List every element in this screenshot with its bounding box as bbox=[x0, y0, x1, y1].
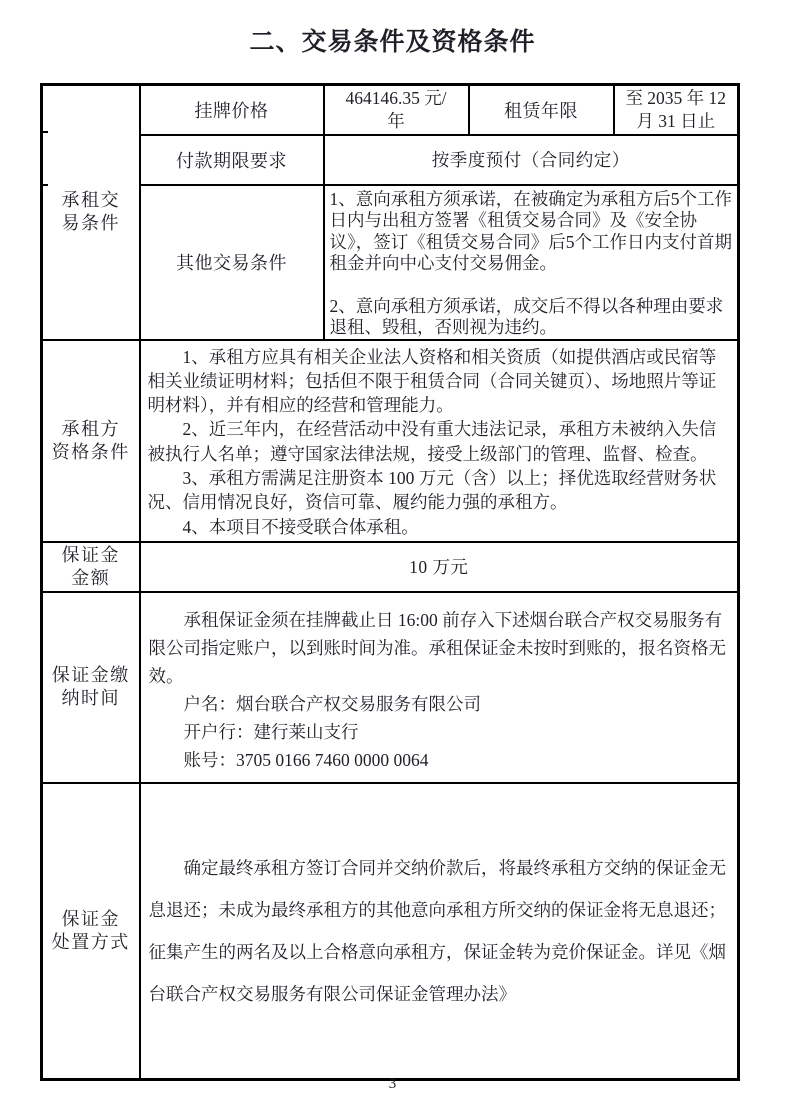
lease-term-value-text: 至 2035 年 12 月 31 日止 bbox=[625, 87, 727, 131]
listing-price-value-text: 464146.35 元/年 bbox=[345, 87, 447, 131]
page-number: 3 bbox=[388, 1076, 397, 1092]
lease-term-label: 租赁年限 bbox=[469, 85, 614, 135]
conditions-table bbox=[40, 83, 740, 1081]
section-label-transaction: 承租交 易条件 bbox=[42, 85, 140, 340]
section-label-deposit-disposal: 保证金 处置方式 bbox=[42, 783, 140, 1080]
deposit-amount-value: 10 万元 bbox=[140, 542, 739, 592]
lease-term-value bbox=[614, 85, 739, 135]
merged-cell-border-tick bbox=[43, 184, 48, 186]
deposit-disposal-content: 确定最终承租方签订合同并交纳价款后，将最终承租方交纳的保证金无息退还；未成为最终承租方的其他意向承租方所交纳的保证金将无息退还；征集产生的两名及以上合格意向承租方，保证金转为竞价保证金。详见《烟台联合产权交易服务有限公司保证金管理办法》 bbox=[140, 783, 739, 1080]
listing-price-label: 挂牌价格 bbox=[140, 85, 324, 135]
listing-price-value bbox=[324, 85, 469, 135]
section-label-deposit-payment: 保证金缴 纳时间 bbox=[42, 592, 140, 783]
other-conditions-label: 其他交易条件 bbox=[140, 185, 324, 340]
payment-term-label: 付款期限要求 bbox=[140, 135, 324, 185]
merged-cell-border-tick bbox=[43, 131, 48, 133]
page-title: 二、交易条件及资格条件 bbox=[249, 29, 536, 56]
deposit-payment-content: 承租保证金须在挂牌截止日 16:00 前存入下述烟台联合产权交易服务有限公司指定账户，以到账时间为准。承租保证金未按时到账的，报名资格无效。 户名：烟台联合产权交易服务有限公司 开户行：建行莱山支行 账号：3705 0166 7460 0000 0064 bbox=[140, 592, 739, 783]
payment-term-value: 按季度预付（合同约定） bbox=[324, 135, 739, 185]
qualification-content: 1、承租方应具有相关企业法人资格和相关资质（如提供酒店或民宿等相关业绩证明材料；包括但不限于租赁合同（合同关键页）、场地照片等证明材料），并有相应的经营和管理能力。 2、近三年内，在经营活动中没有重大违法记录，承租方未被纳入失信被执行人名单；遵守国家法律法规，接受上级部门的管理、监督、检查。 3、承租方需满足注册资本 100 万元（含）以上；择优选取经营财务状况、信用情况良好，资信可靠、履约能力强的承租方。 4、本项目不接受联合体承租。 bbox=[140, 340, 739, 542]
other-conditions-content: 1、意向承租方须承诺，在被确定为承租方后5个工作日内与出租方签署《租赁交易合同》及《安全协议》，签订《租赁交易合同》后5个工作日内支付首期租金并向中心支付交易佣金。 2、意向承租方须承诺，成交后不得以各种理由要求退租、毁租，否则视为违约。 bbox=[324, 185, 739, 340]
section-label-qualification: 承租方 资格条件 bbox=[42, 340, 140, 542]
section-label-deposit-amount: 保证金 金额 bbox=[42, 542, 140, 592]
